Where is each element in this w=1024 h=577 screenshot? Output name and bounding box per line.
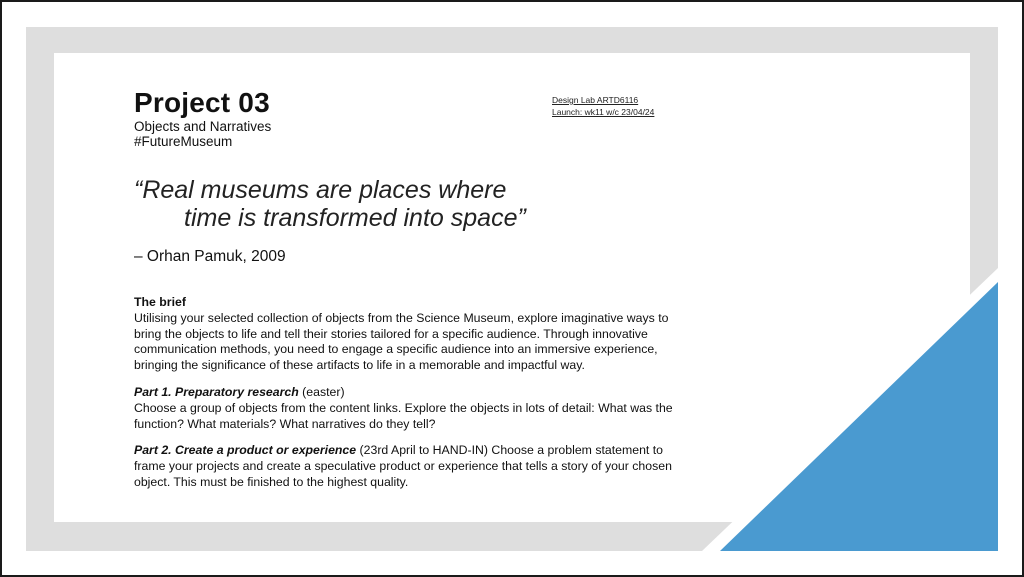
- quote-line-2: time is transformed into space”: [184, 204, 526, 232]
- subtitle-line: Objects and Narratives: [134, 119, 272, 134]
- course-meta: [552, 94, 654, 118]
- part-1-body: Choose a group of objects from the content links. Explore the objects in lots of detail: What was the function? What materials? What narratives do they tell?: [134, 400, 673, 431]
- part-1-title: Part 1. Preparatory research: [134, 384, 299, 399]
- part-1-paragraph: [134, 385, 694, 432]
- brief-heading: The brief: [134, 295, 186, 309]
- quote: [134, 176, 526, 232]
- quote-attribution: – Orhan Pamuk, 2009: [134, 248, 286, 265]
- quote-line-1: “Real museums are places where: [134, 176, 507, 204]
- hashtag-line: #FutureMuseum: [134, 134, 233, 149]
- part-1-note: (easter): [298, 384, 345, 399]
- course-code-link[interactable]: Design Lab ARTD6116: [552, 95, 639, 105]
- part-2-note: (23rd April to HAND-IN): [356, 443, 489, 458]
- part-2-body: Choose a problem statement to frame your projects and create a speculative product or experience that tells a story of your chosen object. This must be finished to the highest quality.: [134, 443, 672, 489]
- slide-title: Project 03: [134, 87, 270, 118]
- brief-body: Utilising your selected collection of objects from the Science Museum, explore imaginative ways to bring the objects to life and tell their stories tailored for a specific audience. Through innovative communication methods, you need to engage a specific audience into an immersive experience, bringing the significance of these artifacts to life in a memorable and impactful way.: [134, 310, 669, 373]
- part-2-title: Part 2. Create a product or experience: [134, 443, 357, 458]
- launch-date-link[interactable]: Launch: wk11 w/c 23/04/24: [552, 107, 655, 117]
- brief-section: [134, 295, 694, 491]
- part-2-paragraph: [134, 443, 694, 490]
